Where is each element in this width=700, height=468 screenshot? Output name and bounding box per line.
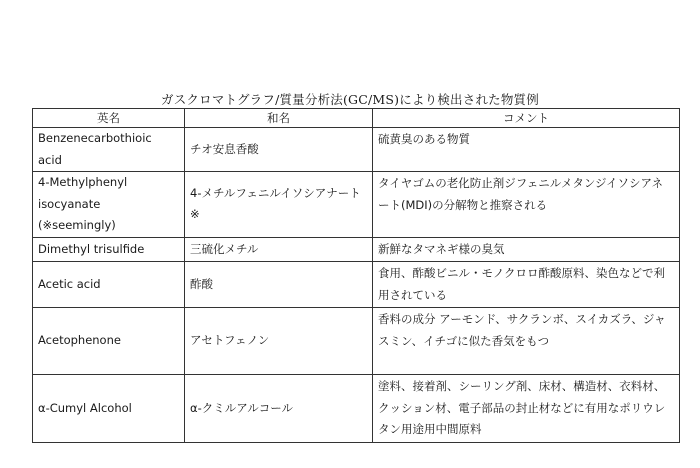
english-name-cell: Acetic acid (33, 262, 185, 308)
comment-cell: 硫黄臭のある物質 (373, 128, 680, 172)
english-name-cell: Dimethyl trisulfide (33, 237, 185, 262)
comment-cell: 新鮮なタマネギ様の臭気 (373, 237, 680, 262)
english-name-cell: 4-Methylphenyl isocyanate (※seemingly) (33, 172, 185, 238)
comment-cell: タイヤゴムの老化防止剤ジフェニルメタンジイソシアネート(MDI)の分解物と推察される (373, 172, 680, 238)
table-row (33, 308, 680, 375)
table-row (33, 128, 680, 172)
table-caption: ガスクロマトグラフ/質量分析法(GC/MS)により検出された物質例 (161, 92, 539, 107)
table-row (33, 262, 680, 308)
japanese-name-cell: 酢酸 (185, 262, 373, 308)
japanese-name-cell: チオ安息香酸 (185, 128, 373, 172)
english-name-cell: Benzenecarbothioic acid (33, 128, 185, 172)
header-japanese-name: 和名 (185, 109, 373, 128)
english-name-cell: Acetophenone (33, 308, 185, 375)
header-english-name: 英名 (33, 109, 185, 128)
detected-substances-table (32, 108, 680, 443)
header-comment: コメント (373, 109, 680, 128)
table-header-row (33, 109, 680, 128)
table-row (33, 172, 680, 238)
comment-cell: 食用、酢酸ビニル・モノクロロ酢酸原料、染色などで利用されている (373, 262, 680, 308)
japanese-name-cell: 4-メチルフェニルイソシアナート※ (185, 172, 373, 238)
table-row (33, 375, 680, 443)
english-name-cell: α-Cumyl Alcohol (33, 375, 185, 443)
japanese-name-cell: α-クミルアルコール (185, 375, 373, 443)
table-row (33, 237, 680, 262)
japanese-name-cell: アセトフェノン (185, 308, 373, 375)
japanese-name-cell: 三硫化メチル (185, 237, 373, 262)
comment-cell: 香料の成分 アーモンド、サクランボ、スイカズラ、ジャスミン、イチゴに似た香気をもつ (373, 308, 680, 375)
comment-cell: 塗料、接着剤、シーリング剤、床材、構造材、衣料材、クッション材、電子部品の封止材などに有用なポリウレタン用途用中間原料 (373, 375, 680, 443)
